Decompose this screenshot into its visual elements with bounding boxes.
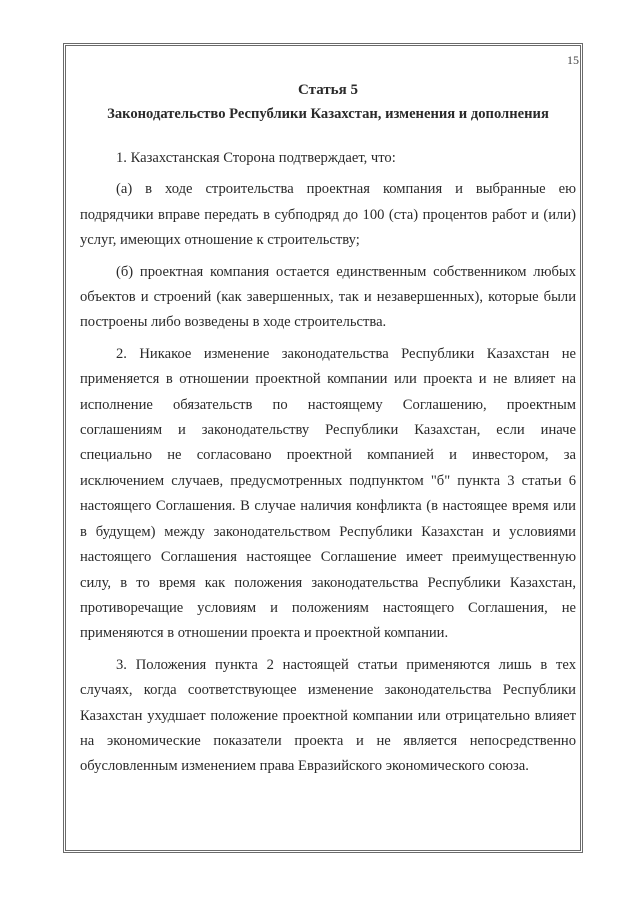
article-title: Статья 5 — [298, 82, 358, 98]
paragraph-1: 1. Казахстанская Сторона подтверждает, что: — [116, 150, 396, 166]
document-body — [80, 78, 576, 780]
paragraph-1a: (а) в ходе строительства проектная компания и выбранные ею подрядчики вправе передать в субподряд до 100 (ста) процентов работ и (или) услуг, имеющих отношение к строительству; — [80, 181, 576, 249]
article-subtitle: Законодательство Республики Казахстан, изменения и дополнения — [107, 106, 549, 122]
paragraph-3: 3. Положения пункта 2 настоящей статьи применяются лишь в тех случаях, когда соответствующее изменение законодательства Республики Казахстан ухудшает положение проектной компании или отрицательно влияет на экономические показатели проекта и не является непосредственно обусловленным изменением права Евразийского экономического союза. — [80, 656, 576, 775]
paragraph-2: 2. Никакое изменение законодательства Республики Казахстан не применяется в отношении проектной компании или проекта и не влияет на исполнение обязательств по настоящему Соглашению, проектным соглашениям и законодательству Республики Казахстан, если иначе специально не согласовано проектной компанией и инвестором, за исключением случаев, предусмотренных подпунктом "б" пункта 3 статьи 6 настоящего Соглашения. В случае наличия конфликта (в настоящее время или в будущем) между законодательством Республики Казахстан и условиями настоящего Соглашения настоящее Соглашение имеет преимущественную силу, в то время как положения законодательства Республики Казахстан, противоречащие условиям и положениям настоящего Соглашения, не применяются в отношении проекта и проектной компании. — [80, 345, 576, 642]
paragraph-1b: (б) проектная компания остается единственным собственником любых объектов и строений (как завершенных, так и незавершенных), которые были построены либо возведены в ходе строительства. — [80, 263, 576, 331]
page-number: 15 — [567, 53, 579, 67]
